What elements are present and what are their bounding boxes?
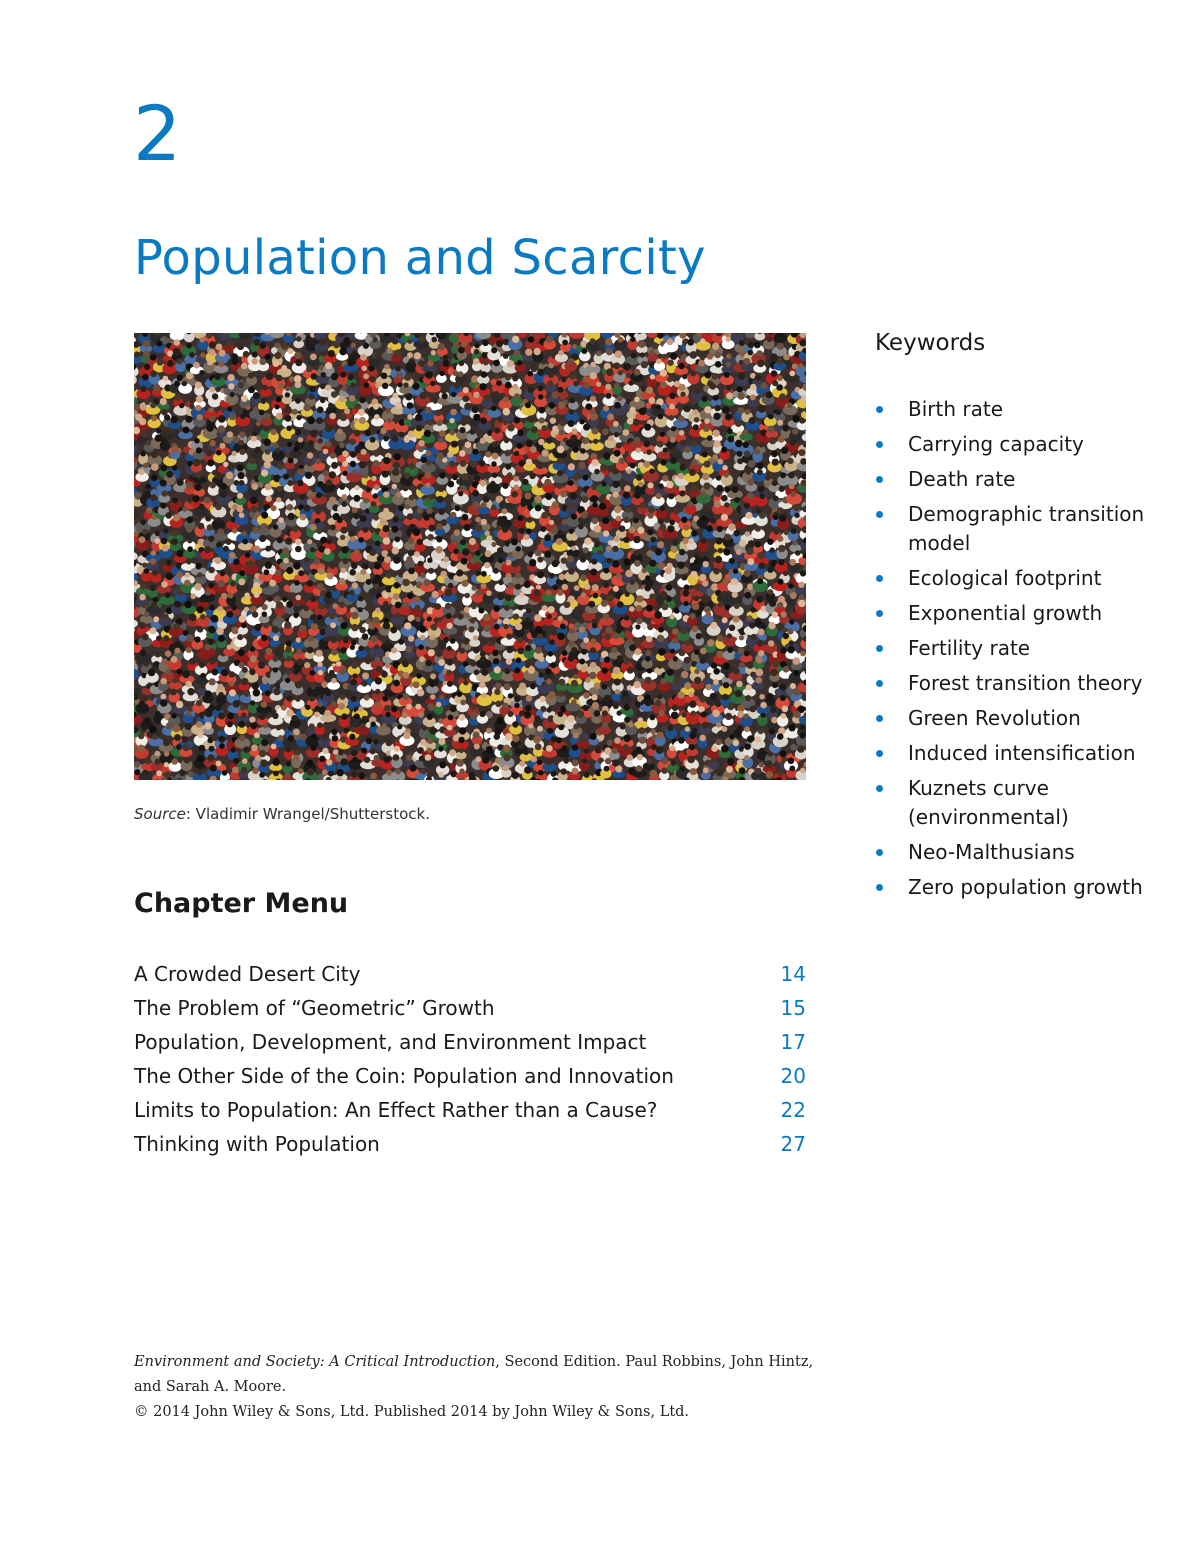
menu-entry-title: The Other Side of the Coin: Population and Innovation	[134, 1064, 674, 1088]
bullet-icon	[876, 715, 883, 722]
menu-entry[interactable]	[134, 1030, 806, 1064]
keyword-label: Kuznets curve (environmental)	[908, 776, 1069, 829]
chapter-number: 2	[133, 89, 182, 178]
keyword-item	[875, 739, 1155, 768]
keyword-item	[875, 669, 1155, 698]
menu-entry-title: A Crowded Desert City	[134, 962, 361, 986]
photo-credit	[134, 805, 430, 823]
keyword-label: Forest transition theory	[908, 671, 1143, 695]
keyword-label: Ecological footprint	[908, 566, 1102, 590]
chapter-menu-heading: Chapter Menu	[134, 888, 349, 919]
keyword-label: Demographic transition model	[908, 502, 1145, 555]
menu-entry[interactable]	[134, 1098, 806, 1132]
bullet-icon	[876, 511, 883, 518]
bullet-icon	[876, 680, 883, 687]
bullet-icon	[876, 750, 883, 757]
keyword-item	[875, 873, 1155, 902]
book-title: Environment and Society: A Critical Introduction	[134, 1354, 496, 1370]
photo-credit-label: Source	[134, 805, 186, 823]
keyword-item	[875, 774, 1155, 832]
menu-entry[interactable]	[134, 962, 806, 996]
bullet-icon	[876, 575, 883, 582]
bullet-icon	[876, 645, 883, 652]
keyword-label: Zero population growth	[908, 875, 1143, 899]
keyword-label: Exponential growth	[908, 601, 1103, 625]
keyword-label: Death rate	[908, 467, 1016, 491]
keyword-label: Green Revolution	[908, 706, 1081, 730]
footer-line-1-rest: , Second Edition. Paul Robbins, John Hintz,	[495, 1354, 814, 1370]
keyword-label: Birth rate	[908, 397, 1003, 421]
photo-credit-text: : Vladimir Wrangel/Shutterstock.	[185, 805, 430, 823]
menu-entry-title: Thinking with Population	[134, 1132, 380, 1156]
bullet-icon	[876, 849, 883, 856]
keyword-item	[875, 430, 1155, 459]
keyword-label: Neo-Malthusians	[908, 840, 1075, 864]
crowd-photo-image	[134, 333, 806, 780]
footer-line-1	[134, 1350, 814, 1375]
bullet-icon	[876, 884, 883, 891]
menu-entry-page[interactable]: 14	[780, 962, 806, 986]
keyword-item	[875, 634, 1155, 663]
menu-entry-title: Population, Development, and Environment Impact	[134, 1030, 647, 1054]
menu-entry-page[interactable]: 20	[780, 1064, 806, 1088]
keywords-list	[875, 395, 1155, 908]
keyword-item	[875, 599, 1155, 628]
keyword-label: Fertility rate	[908, 636, 1031, 660]
menu-entry-title: Limits to Population: An Effect Rather than a Cause?	[134, 1098, 658, 1122]
bullet-icon	[876, 476, 883, 483]
keyword-item	[875, 500, 1155, 558]
bullet-icon	[876, 610, 883, 617]
bullet-icon	[876, 441, 883, 448]
menu-entry[interactable]	[134, 1064, 806, 1098]
footer-line-3: © 2014 John Wiley & Sons, Ltd. Published 2014 by John Wiley & Sons, Ltd.	[134, 1404, 690, 1420]
keyword-item	[875, 395, 1155, 424]
chapter-menu	[134, 962, 806, 1166]
keyword-item	[875, 704, 1155, 733]
menu-entry-page[interactable]: 27	[780, 1132, 806, 1156]
bullet-icon	[876, 785, 883, 792]
menu-entry[interactable]	[134, 996, 806, 1030]
menu-entry-page[interactable]: 15	[780, 996, 806, 1020]
keyword-label: Carrying capacity	[908, 432, 1084, 456]
menu-entry-title: The Problem of “Geometric” Growth	[134, 996, 495, 1020]
crowd-photo	[134, 333, 806, 780]
bullet-icon	[876, 406, 883, 413]
keyword-item	[875, 564, 1155, 593]
menu-entry[interactable]	[134, 1132, 806, 1166]
keyword-item	[875, 465, 1155, 494]
copyright-footer	[134, 1350, 814, 1425]
chapter-title: Population and Scarcity	[134, 230, 706, 286]
keywords-heading: Keywords	[875, 330, 986, 356]
menu-entry-page[interactable]: 22	[780, 1098, 806, 1122]
keyword-label: Induced intensification	[908, 741, 1136, 765]
menu-entry-page[interactable]: 17	[780, 1030, 806, 1054]
footer-line-2: and Sarah A. Moore.	[134, 1379, 287, 1395]
keyword-item	[875, 838, 1155, 867]
